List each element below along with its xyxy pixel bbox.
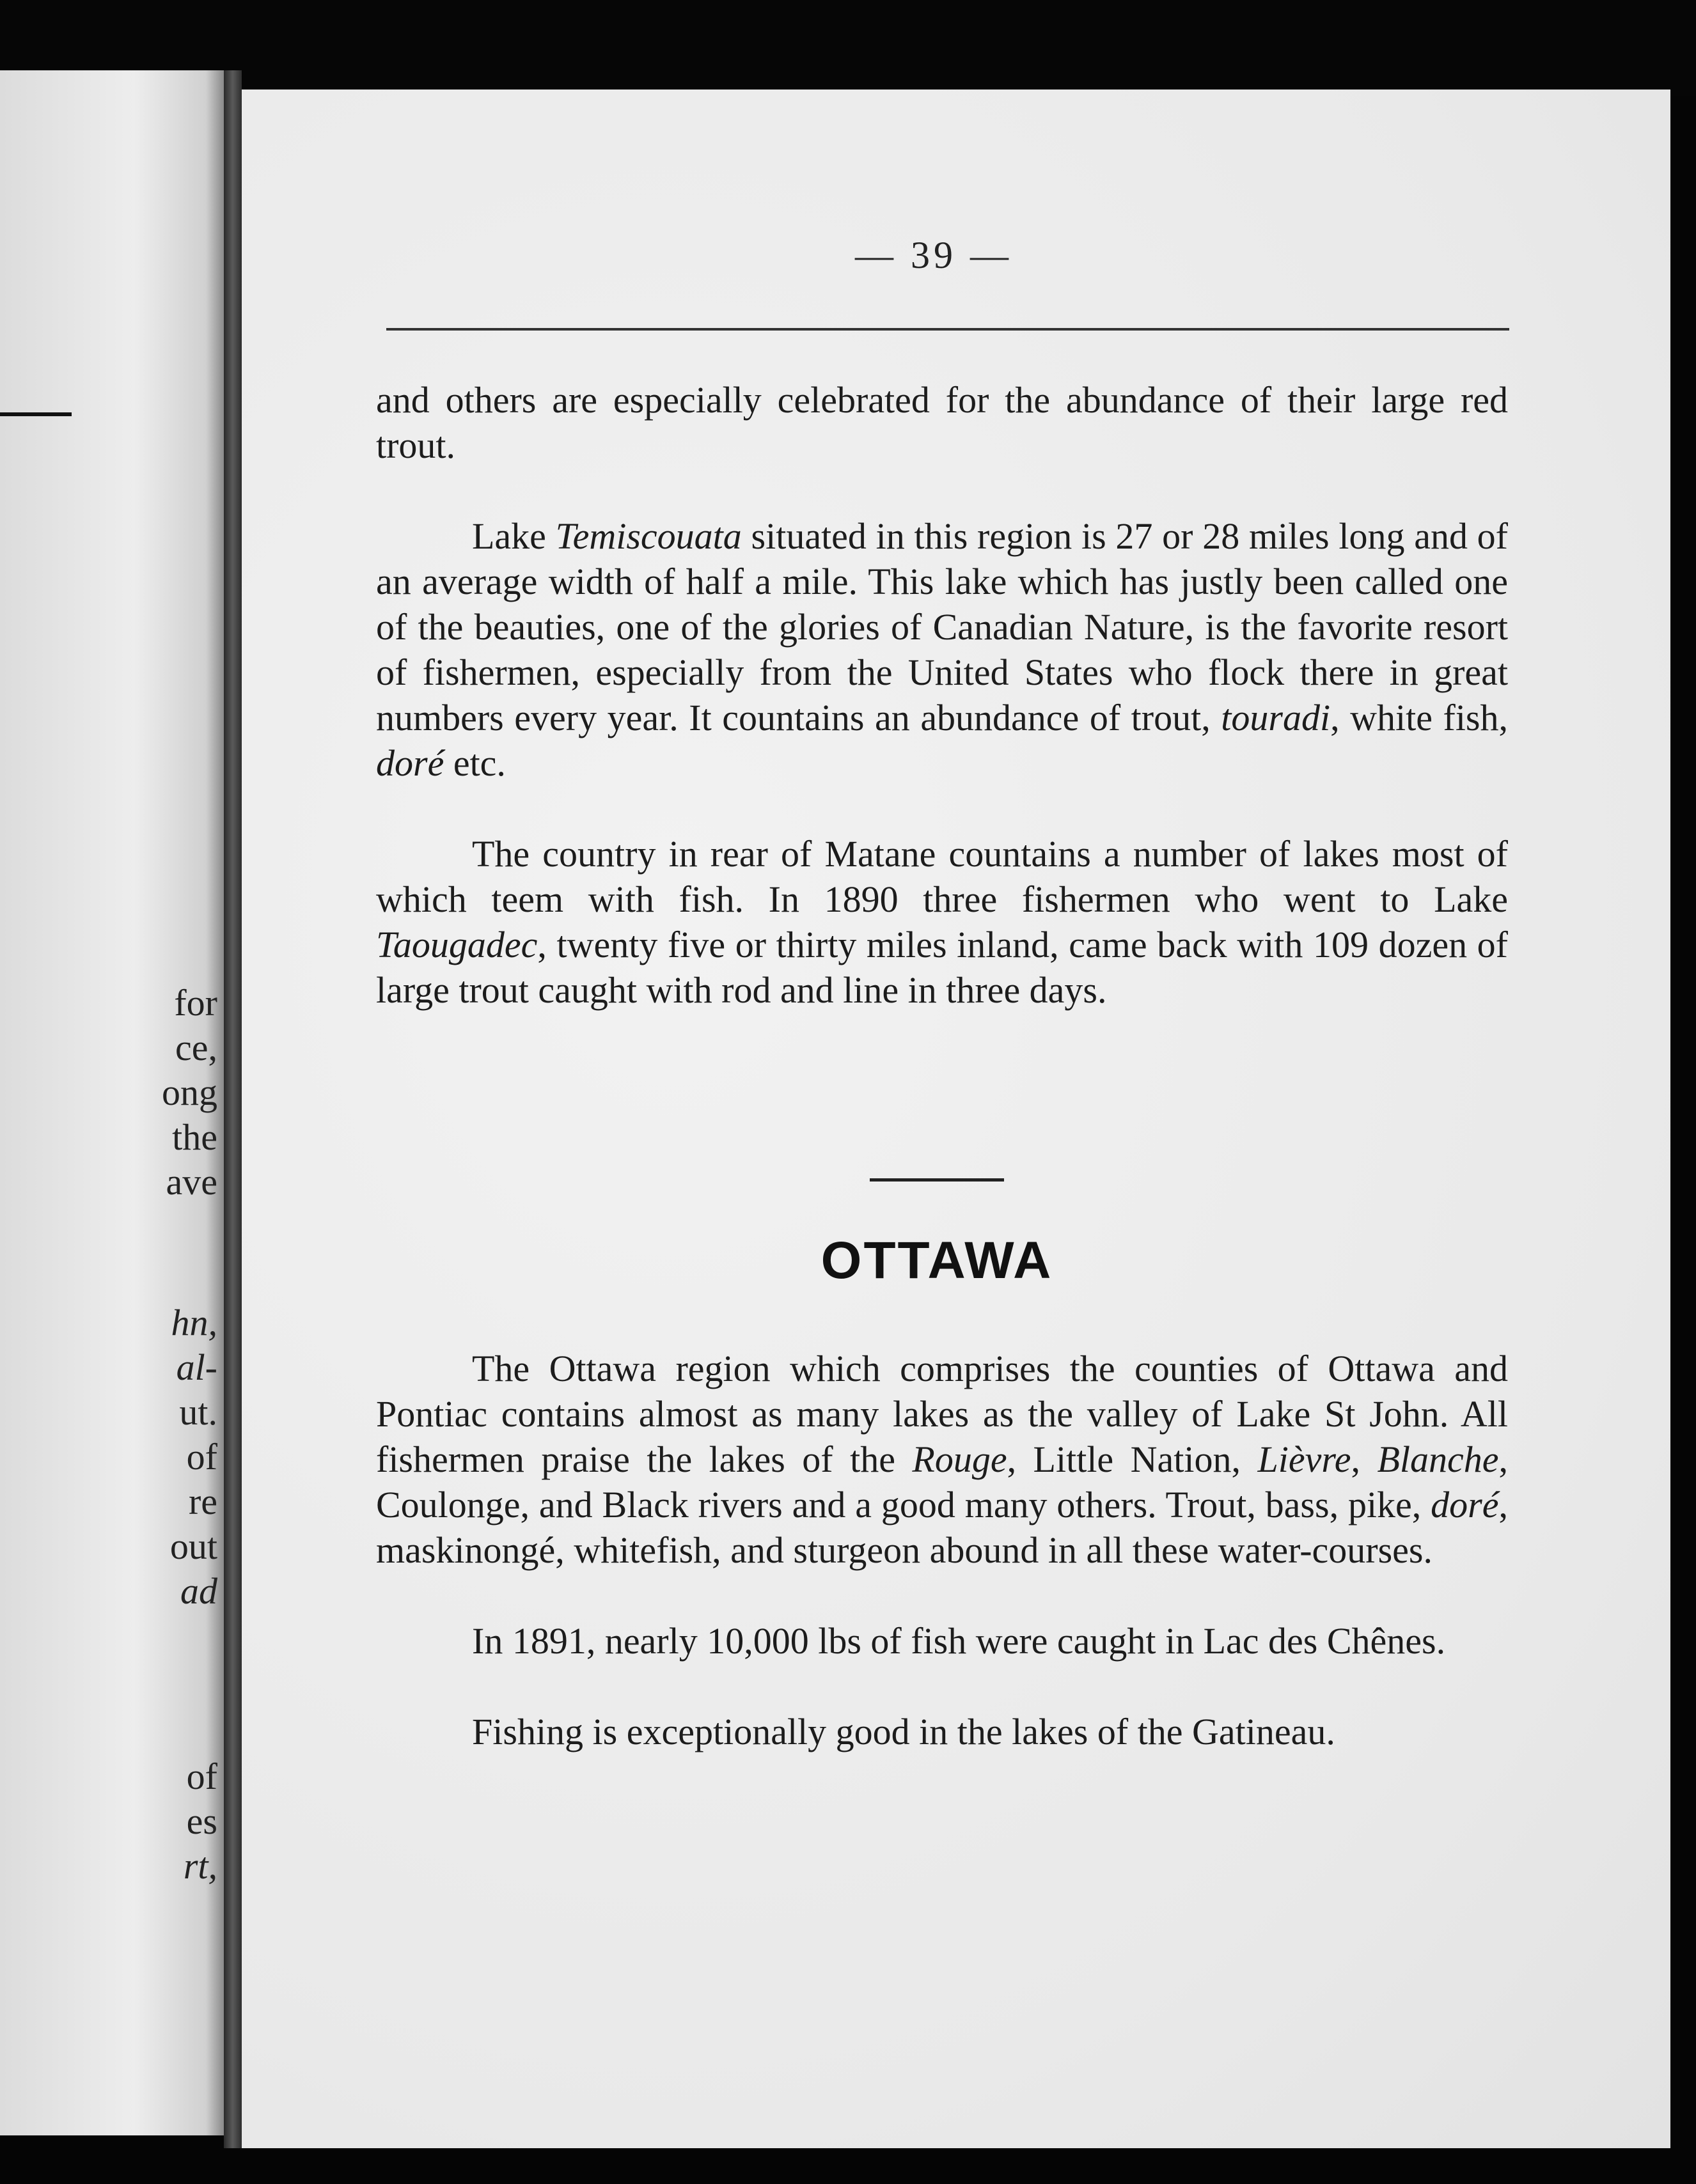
paragraph-text: The Ottawa region which comprises the counties of Ottawa and Pontiac contains almost as many lakes as the valley of Lake St John. All fishermen praise the lakes of the — [376, 1348, 1508, 1480]
italic-term: doré — [1431, 1484, 1499, 1525]
italic-term: Rouge — [912, 1439, 1007, 1480]
paragraph-text: , Coulonge, and Black rivers and a good many others. Trout, bass, pike, — [376, 1439, 1508, 1525]
paragraph-text: situated in this region is 27 or 28 miles long and of an average width of half a mile. This lake which has justly been called one of the beauties, one of the glories of Canadian Nature, is the favorite resort of fishermen, especially from the United States who flock there in great numbers every year. It countains an abundance of trout, — [376, 515, 1508, 738]
paragraph-text: In 1891, nearly 10,000 lbs of fish were caught in Lac des Chênes. — [472, 1620, 1446, 1662]
left-page-fragment: al- — [176, 1346, 217, 1388]
left-page-edge — [0, 70, 224, 2135]
paragraph-text: Fishing is exceptionally good in the lakes of the Gatineau. — [472, 1711, 1335, 1752]
italic-term: Temiscouata — [555, 515, 742, 557]
italic-term: Taougadec — [376, 924, 538, 965]
header-rule — [386, 328, 1509, 331]
paragraph-text: , Little Nation, — [1007, 1439, 1258, 1480]
left-page-fragment: of — [186, 1436, 217, 1478]
paragraph — [376, 1709, 1508, 1754]
left-page-fragment: the — [172, 1116, 217, 1158]
section-title: OTTAWA — [821, 1231, 1053, 1290]
paragraph — [376, 1618, 1508, 1664]
left-page-fragment: re — [188, 1481, 217, 1522]
paragraph-text: and others are especially celebrated for the abundance of their large red trout. — [376, 379, 1508, 466]
left-page-fragment: hn, — [171, 1302, 217, 1343]
left-page-fragment: ut. — [179, 1391, 217, 1433]
left-page-fragment: of — [186, 1756, 217, 1797]
book-gutter — [224, 70, 242, 2148]
page-number: — 39 — — [855, 234, 1012, 276]
left-page-fragment: for — [174, 982, 217, 1024]
left-page-fragment: ce, — [175, 1027, 217, 1068]
paragraph-text: etc. — [444, 742, 506, 784]
body-text-lower — [376, 1346, 1508, 1754]
left-page-rule — [0, 412, 72, 416]
left-page-fragment: out — [169, 1525, 217, 1567]
italic-term: touradi — [1221, 697, 1331, 738]
italic-term: Blanche — [1377, 1439, 1499, 1480]
paragraph-text: , white fish, — [1330, 697, 1509, 738]
italic-term: doré — [376, 742, 444, 784]
left-page-fragment: ad — [180, 1570, 217, 1612]
paragraph-text: , maskinongé, whitefish, and sturgeon abound in all these water-courses. — [376, 1484, 1508, 1571]
scan-border-top — [0, 0, 1696, 96]
left-page-fragment: ave — [166, 1161, 217, 1203]
section-divider — [870, 1178, 1004, 1182]
paragraph — [376, 513, 1508, 786]
paragraph — [376, 831, 1508, 1013]
body-text-upper — [376, 377, 1508, 1013]
paragraph — [376, 1346, 1508, 1573]
left-page-fragment: ong — [162, 1072, 217, 1113]
paragraph-text: , twenty five or thirty miles inland, came back with 109 dozen of large trout caught with rod and line in three days. — [376, 924, 1508, 1011]
left-page-fragment: rt, — [183, 1845, 217, 1887]
left-page-fragment: es — [186, 1800, 217, 1842]
italic-term: Lièvre — [1257, 1439, 1351, 1480]
paragraph — [376, 377, 1508, 468]
paragraph-text: The country in rear of Matane countains a number of lakes most of which teem with fish. In 1890 three fishermen who went to Lake — [376, 833, 1508, 920]
paragraph-text: Lake — [472, 515, 556, 557]
paragraph-text: , — [1351, 1439, 1378, 1480]
